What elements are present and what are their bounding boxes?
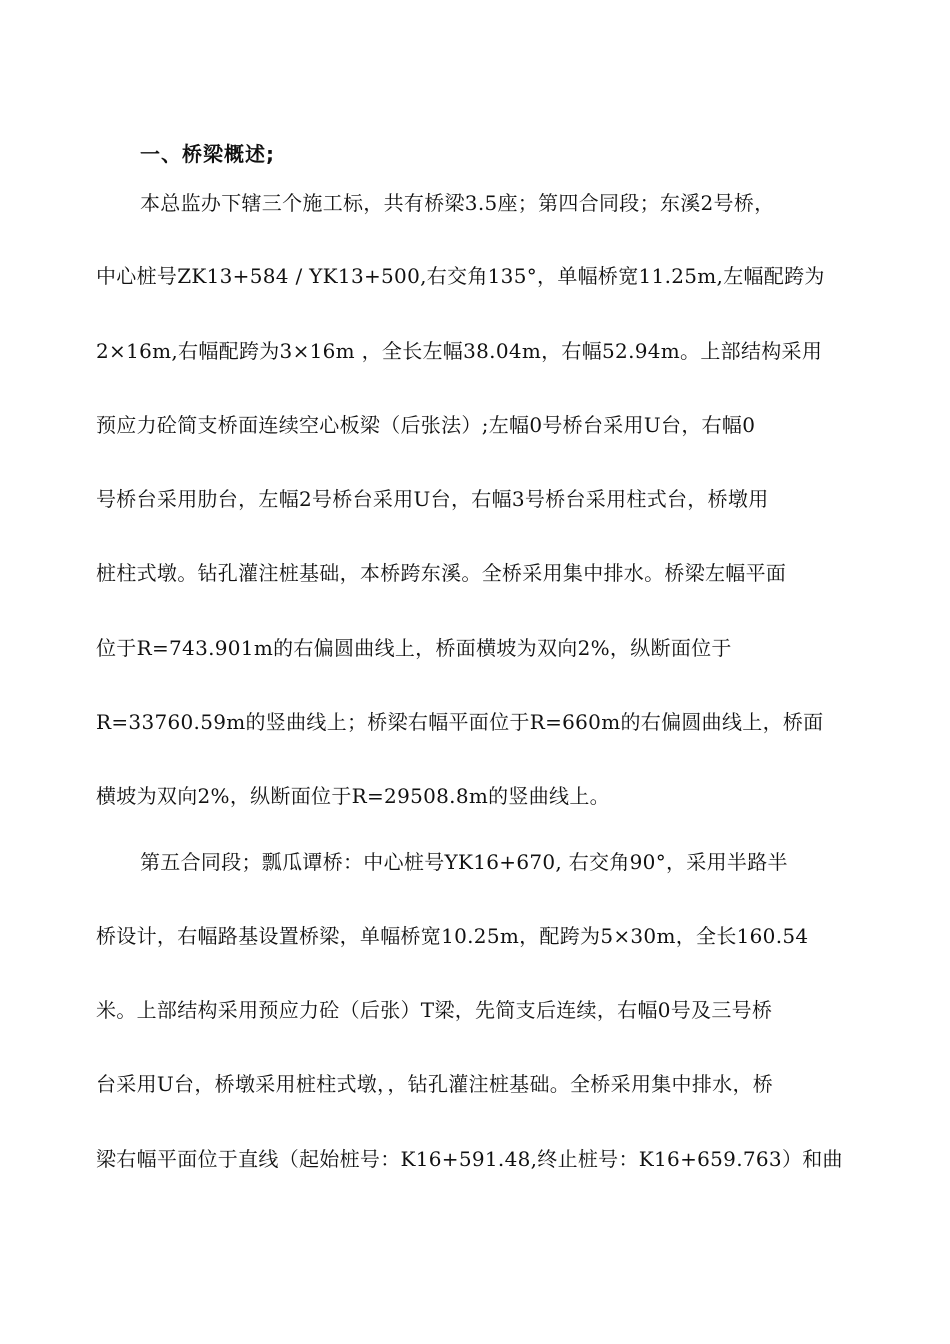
- paragraph-2-line-3: 米。上部结构采用预应力砼（后张）T梁，先简支后连续，右幅0号及三号桥: [96, 998, 773, 1022]
- paragraph-1-line-1: 本总监办下辖三个施工标，共有桥梁3.5座；第四合同段；东溪2号桥，: [140, 191, 775, 215]
- paragraph-1-line-8: R=33760.59m的竖曲线上；桥梁右幅平面位于R=660m的右偏圆曲线上，桥面: [96, 710, 824, 734]
- paragraph-1-line-9: 横坡为双向2%，纵断面位于R=29508.8m的竖曲线上。: [96, 784, 610, 808]
- paragraph-1-line-4: 预应力砼简支桥面连续空心板梁（后张法）;左幅0号桥台采用U台，右幅0: [96, 413, 756, 437]
- section-heading: 一、桥梁概述;: [140, 142, 275, 166]
- paragraph-1-line-6: 桩柱式墩。钻孔灌注桩基础，本桥跨东溪。全桥采用集中排水。桥梁左幅平面: [96, 561, 787, 585]
- paragraph-1-line-3: 2×16m,右幅配跨为3×16m ，全长左幅38.04m，右幅52.94m。上部结构采用: [96, 339, 823, 363]
- paragraph-1-line-5: 号桥台采用肋台，左幅2号桥台采用U台，右幅3号桥台采用柱式台，桥墩用: [96, 487, 769, 511]
- paragraph-2-line-4: 台采用U台，桥墩采用桩柱式墩，，钻孔灌注桩基础。全桥采用集中排水，桥: [96, 1072, 774, 1096]
- paragraph-2-line-5: 梁右幅平面位于直线（起始桩号：K16+591.48,终止桩号：K16+659.763）和曲: [96, 1147, 843, 1171]
- paragraph-2-line-1: 第五合同段；瓢瓜谭桥：中心桩号YK16+670, 右交角90°，采用半路半: [140, 850, 788, 874]
- paragraph-1-line-7: 位于R=743.901m的右偏圆曲线上，桥面横坡为双向2%，纵断面位于: [96, 636, 732, 660]
- paragraph-1-line-2: 中心桩号ZK13+584 / YK13+500,右交角135°，单幅桥宽11.25m,左幅配跨为: [96, 264, 825, 288]
- paragraph-2-line-2: 桥设计，右幅路基设置桥梁，单幅桥宽10.25m，配跨为5×30m，全长160.54: [96, 924, 809, 948]
